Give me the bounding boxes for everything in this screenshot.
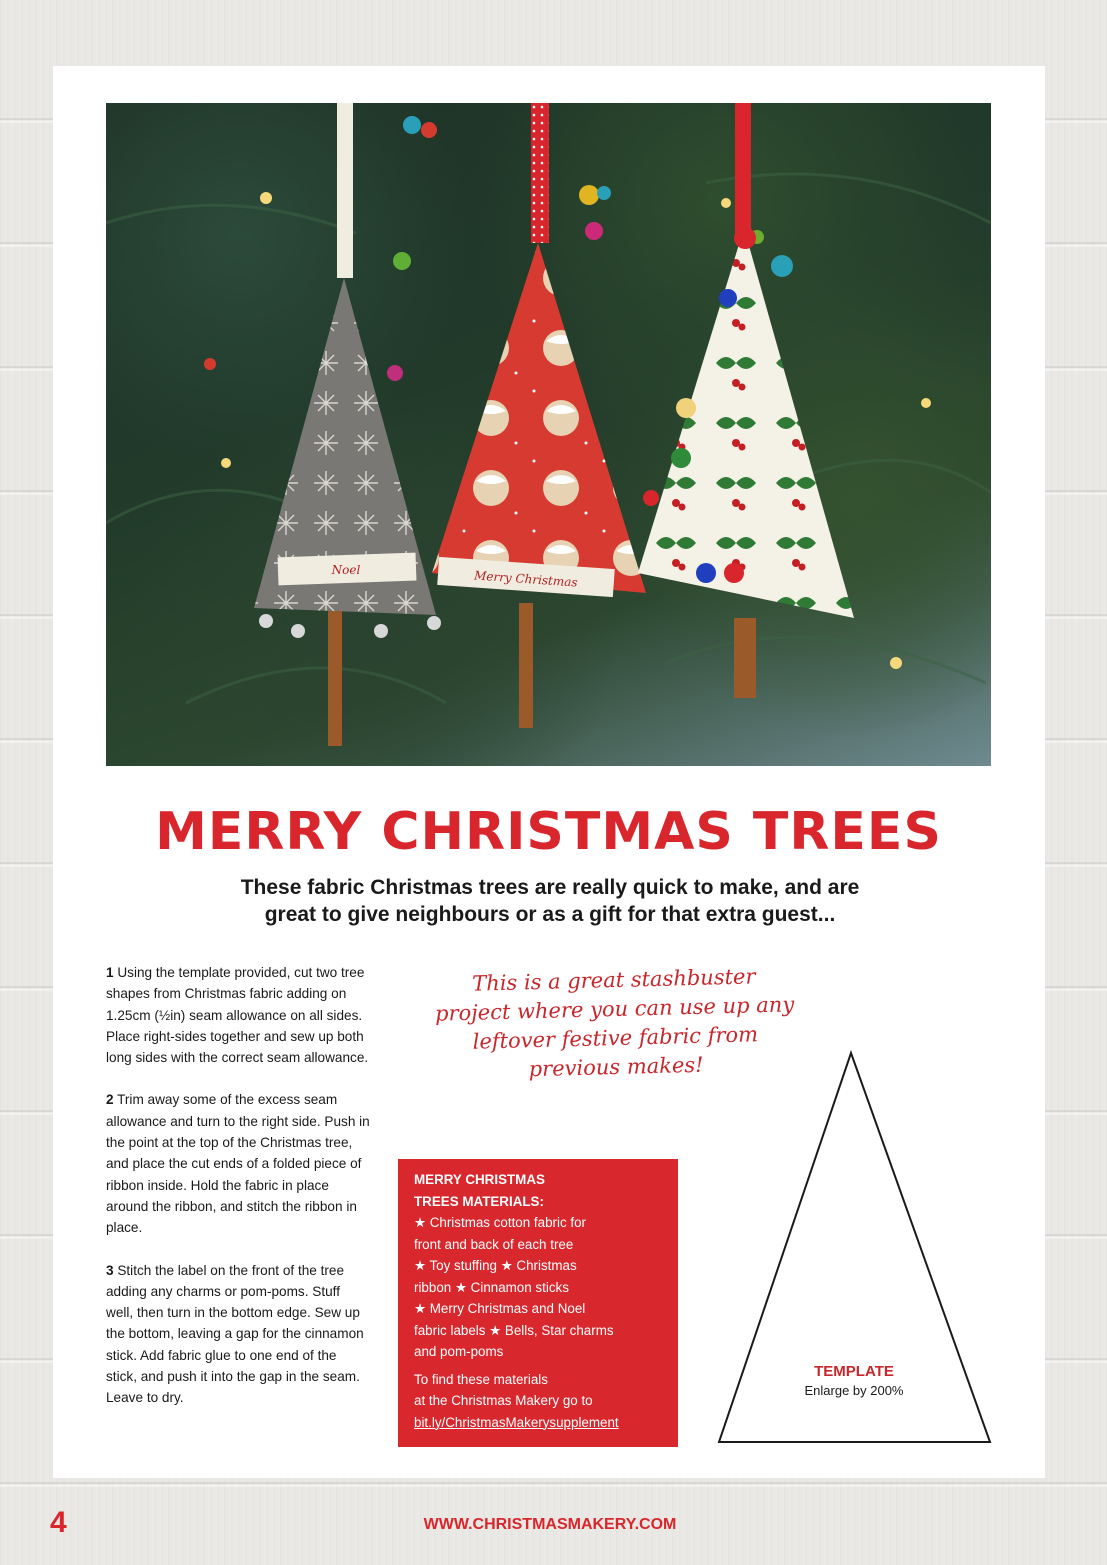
step-number: 1	[106, 965, 114, 980]
intro-line: These fabric Christmas trees are really quick to make, and are	[240, 876, 860, 899]
page-title: MERRY CHRISTMAS TREES	[155, 802, 942, 862]
fabric-trees-illustration	[106, 103, 991, 766]
hero-photo	[106, 103, 991, 766]
materials-line: fabric labels ★ Bells, Star charms	[414, 1322, 614, 1338]
materials-line: ★ Christmas cotton fabric for	[414, 1215, 586, 1230]
note-line: previous makes!	[528, 1052, 704, 1082]
step-2	[106, 1089, 370, 1238]
note-line: project where you can use up any	[434, 992, 795, 1026]
materials-list	[414, 1212, 666, 1363]
intro-line: great to give neighbours or as a gift for that extra guest...	[264, 903, 836, 926]
materials-line: ribbon ★ Cinnamon sticks	[414, 1279, 569, 1295]
step-number: 2	[106, 1092, 114, 1108]
materials-line: ★ Merry Christmas and Noel	[414, 1301, 586, 1316]
step-text: Stitch the label on the front of the tree adding any charms or pom-poms. Stuff well, then turn in the bottom edge. Sew up the bottom, leaving a gap for the cinnamon stick. Add fabric glue to one end of the stick, and push it into the gap in the seam. Leave to dry.	[106, 1262, 364, 1406]
instructions	[106, 962, 370, 1430]
step-text: Trim away some of the excess seam allowance and turn to the right side. Push in the point at the top of the Christmas tree, and place the cut ends of a folded piece of ribbon inside. Hold the fabric in place around the ribbon, and stitch the ribbon in place.	[106, 1092, 370, 1236]
note-line: This is a great stashbuster	[471, 964, 756, 996]
step-3	[106, 1260, 370, 1409]
footer-website-link[interactable]: WWW.CHRISTMASMAKERY.COM	[423, 1516, 677, 1533]
materials-box	[398, 1159, 678, 1447]
note-line: leftover festive fabric from	[472, 1022, 759, 1054]
label-noel: Noel	[331, 563, 361, 577]
materials-title	[414, 1169, 666, 1212]
find-line: To find these materials	[414, 1371, 548, 1387]
intro-text	[150, 874, 950, 928]
step-text: Using the template provided, cut two tree shapes from Christmas fabric adding on 1.25cm (½in) seam allowance on all sides. Place right-sides together and sew up both long sides with the correct seam allowance.	[106, 965, 369, 1066]
template-note: Enlarge by 200%	[804, 1383, 904, 1398]
page-number: 4	[50, 1506, 67, 1539]
materials-find	[414, 1369, 666, 1434]
materials-link[interactable]: bit.ly/ChristmasMakerysupplement	[414, 1414, 619, 1430]
materials-title-line: TREES MATERIALS:	[414, 1193, 544, 1209]
materials-title-line: MERRY CHRISTMAS	[414, 1172, 545, 1187]
materials-line: front and back of each tree	[414, 1236, 574, 1252]
step-1	[106, 962, 370, 1068]
materials-line: and pom-poms	[414, 1344, 504, 1359]
materials-line: ★ Toy stuffing ★ Christmas	[414, 1258, 577, 1273]
step-number: 3	[106, 1262, 114, 1278]
label-merry-christmas: Merry Christmas	[473, 568, 579, 590]
template-label	[714, 1362, 994, 1400]
template-title: TEMPLATE	[814, 1363, 894, 1380]
find-line: at the Christmas Makery go to	[414, 1393, 593, 1408]
